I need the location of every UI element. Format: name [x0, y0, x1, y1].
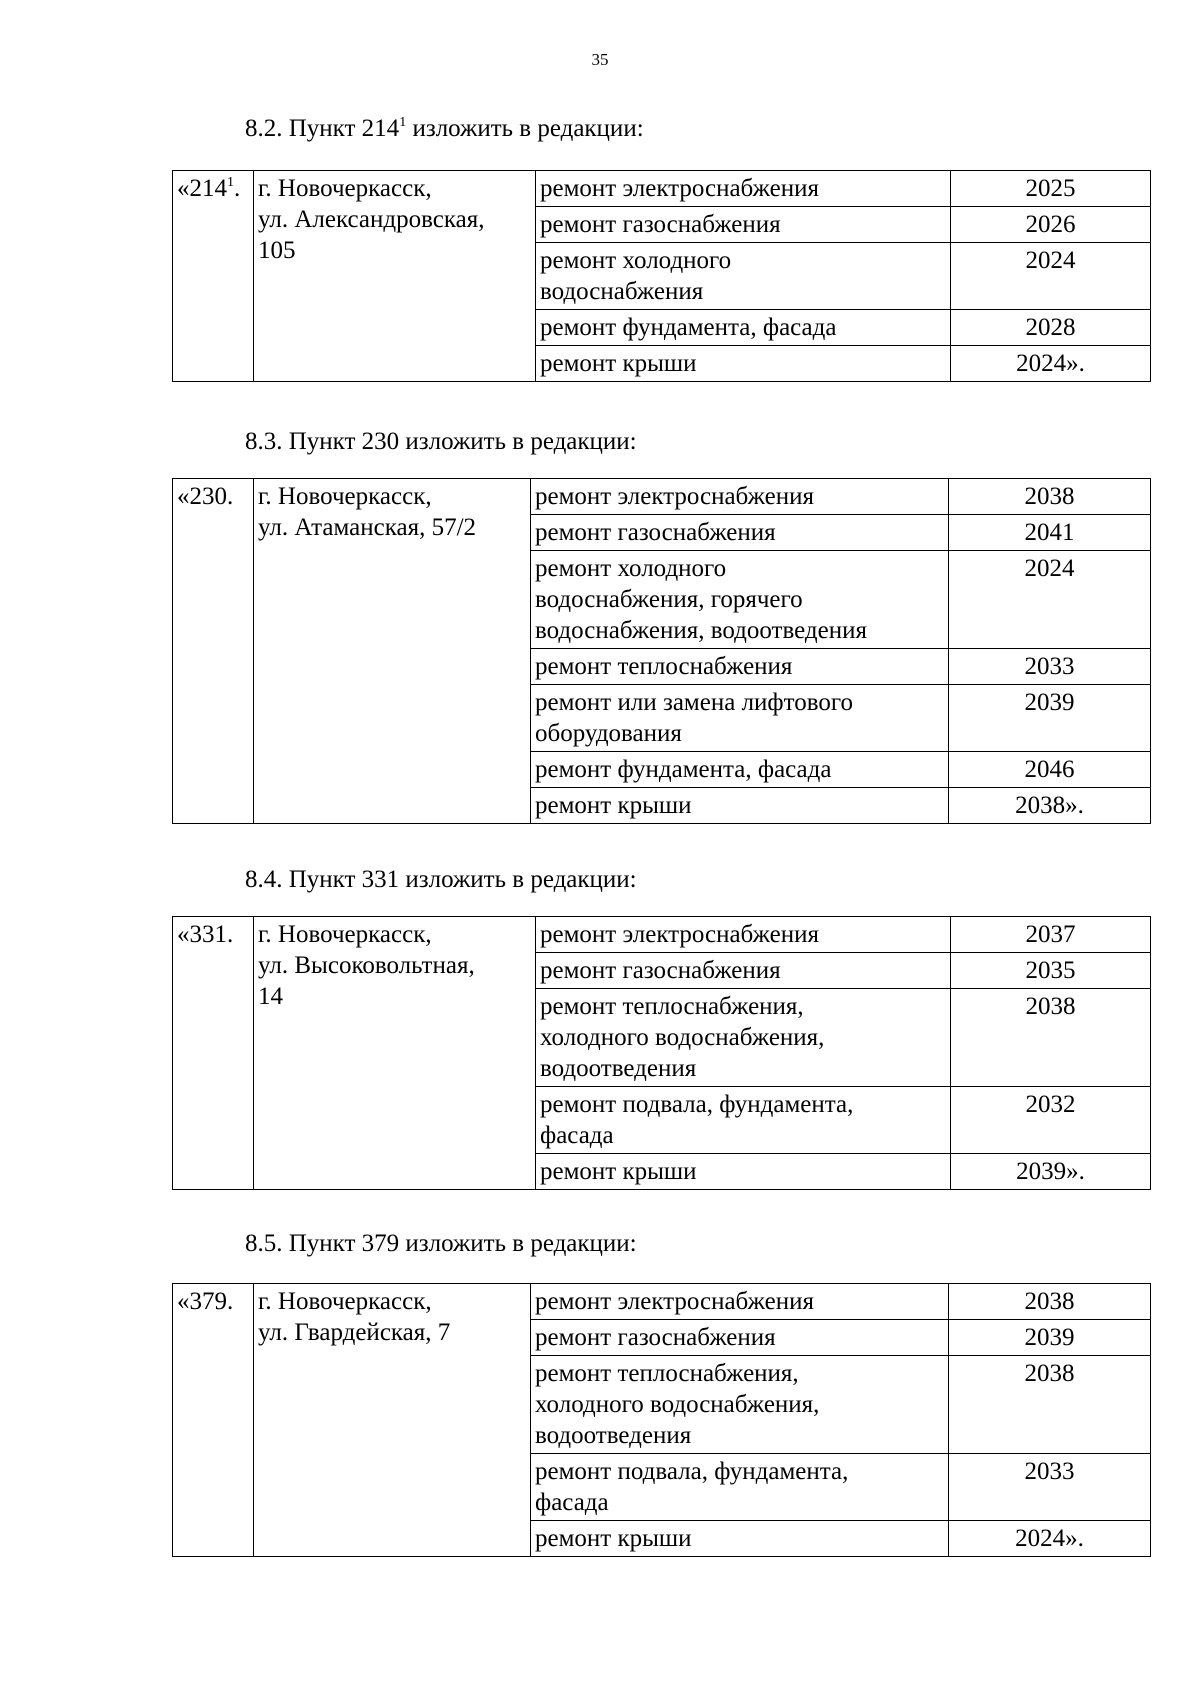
work-type-line: ремонт газоснабжения — [540, 957, 781, 984]
item-number-cell — [173, 479, 254, 824]
address-cell — [254, 479, 531, 824]
address-line: ул. Атаманская, 57/2 — [258, 514, 477, 541]
address-line: 14 — [258, 983, 283, 1010]
table-row — [173, 479, 1151, 515]
work-type-line: ремонт газоснабжения — [535, 1324, 776, 1351]
address-line: ул. Гвардейская, 7 — [258, 1319, 451, 1346]
address-line: ул. Александровская, — [258, 206, 485, 233]
work-type-line: ремонт фундамента, фасада — [535, 756, 832, 783]
work-type-line: фасада — [535, 1489, 609, 1516]
year-cell: 2038 — [949, 479, 1151, 515]
work-type-line: ремонт теплоснабжения, — [535, 1360, 799, 1387]
work-type-cell — [531, 685, 949, 752]
table-item-214-1 — [172, 170, 1150, 382]
year-cell: 2041 — [949, 515, 1151, 551]
work-type-cell — [536, 989, 951, 1087]
work-type-cell — [531, 649, 949, 685]
work-type-cell — [536, 310, 951, 346]
schedule-table — [172, 478, 1151, 824]
work-type-cell — [536, 207, 951, 243]
table-item-331 — [172, 916, 1150, 1190]
work-type-cell — [531, 1356, 949, 1454]
work-type-line: ремонт электроснабжения — [540, 921, 819, 948]
table-item-230 — [172, 478, 1150, 824]
address-cell — [254, 171, 536, 382]
work-type-line: водоснабжения — [540, 278, 704, 305]
work-type-cell — [531, 1284, 949, 1320]
work-type-cell — [531, 515, 949, 551]
address-line: 105 — [258, 237, 296, 264]
schedule-body — [173, 479, 1151, 824]
work-type-cell — [536, 953, 951, 989]
heading-8-3: 8.3. Пункт 230 изложить в редакции: — [245, 428, 637, 455]
address-line: г. Новочеркасск, — [258, 921, 432, 948]
year-cell: 2025 — [951, 171, 1151, 207]
work-type-cell — [536, 171, 951, 207]
work-type-line: ремонт крыши — [540, 1158, 697, 1185]
work-type-line: холодного водоснабжения, — [540, 1024, 825, 1051]
year-cell: 2033 — [949, 1454, 1151, 1521]
work-type-cell — [531, 1521, 949, 1557]
address-line: ул. Высоковольтная, — [258, 952, 475, 979]
schedule-body — [173, 917, 1151, 1190]
table-row — [173, 917, 1151, 953]
item-number-suffix: . — [234, 175, 241, 202]
work-type-line: ремонт подвала, фундамента, — [535, 1458, 849, 1485]
work-type-line: ремонт теплоснабжения, — [540, 993, 804, 1020]
work-type-line: ремонт крыши — [540, 350, 697, 377]
work-type-line: ремонт электроснабжения — [535, 1288, 814, 1315]
address-line: г. Новочеркасск, — [258, 483, 432, 510]
heading-8-2 — [245, 115, 644, 143]
schedule-table — [172, 916, 1151, 1190]
table-row — [173, 1284, 1151, 1320]
work-type-line: ремонт или замена лифтового — [535, 689, 853, 716]
table-row — [173, 171, 1151, 207]
year-cell: 2038 — [949, 1284, 1151, 1320]
year-cell: 2024». — [951, 346, 1151, 382]
work-type-line: фасада — [540, 1122, 614, 1149]
work-type-cell — [531, 1320, 949, 1356]
year-cell: 2026 — [951, 207, 1151, 243]
year-cell: 2038 — [951, 989, 1151, 1087]
address-line: г. Новочеркасск, — [258, 175, 432, 202]
work-type-cell — [531, 479, 949, 515]
item-number-superscript: 1 — [227, 175, 234, 190]
work-type-line: водоотведения — [535, 1422, 692, 1449]
year-cell: 2037 — [951, 917, 1151, 953]
work-type-cell — [531, 1454, 949, 1521]
address-cell — [254, 917, 536, 1190]
work-type-line: ремонт крыши — [535, 792, 692, 819]
work-type-cell — [536, 346, 951, 382]
work-type-line: ремонт газоснабжения — [540, 211, 781, 238]
year-cell: 2038 — [949, 1356, 1151, 1454]
work-type-line: водоснабжения, водоотведения — [535, 617, 867, 644]
item-number: «214 — [177, 175, 227, 202]
year-cell: 2046 — [949, 752, 1151, 788]
item-number-cell — [173, 917, 254, 1190]
item-number: «379. — [177, 1288, 234, 1315]
work-type-line: оборудования — [535, 720, 682, 747]
work-type-line: водоснабжения, горячего — [535, 586, 803, 613]
year-cell: 2039 — [949, 685, 1151, 752]
schedule-body — [173, 1284, 1151, 1557]
heading-text: 8.2. Пункт 214 — [245, 115, 400, 142]
address-line: г. Новочеркасск, — [258, 1288, 432, 1315]
year-cell: 2028 — [951, 310, 1151, 346]
heading-8-4: 8.4. Пункт 331 изложить в редакции: — [245, 866, 637, 893]
work-type-line: ремонт электроснабжения — [535, 483, 814, 510]
year-cell: 2024». — [949, 1521, 1151, 1557]
year-cell: 2039 — [949, 1320, 1151, 1356]
work-type-line: ремонт подвала, фундамента, — [540, 1091, 854, 1118]
work-type-line: ремонт электроснабжения — [540, 175, 819, 202]
work-type-cell — [536, 243, 951, 310]
year-cell: 2038». — [949, 788, 1151, 824]
work-type-line: холодного водоснабжения, — [535, 1391, 820, 1418]
item-number: «331. — [177, 921, 234, 948]
item-number-cell — [173, 171, 254, 382]
work-type-line: ремонт газоснабжения — [535, 519, 776, 546]
work-type-cell — [536, 917, 951, 953]
table-item-379 — [172, 1283, 1150, 1557]
schedule-table — [172, 170, 1151, 382]
year-cell: 2024 — [949, 551, 1151, 649]
heading-text-after: изложить в редакции: — [406, 115, 644, 142]
heading-8-5: 8.5. Пункт 379 изложить в редакции: — [245, 1230, 637, 1257]
work-type-cell — [531, 551, 949, 649]
year-cell: 2032 — [951, 1087, 1151, 1154]
year-cell: 2033 — [949, 649, 1151, 685]
work-type-line: ремонт холодного — [535, 555, 727, 582]
year-cell: 2035 — [951, 953, 1151, 989]
work-type-line: ремонт холодного — [540, 247, 732, 274]
year-cell: 2039». — [951, 1154, 1151, 1190]
page-number: 35 — [591, 50, 609, 69]
address-cell — [254, 1284, 531, 1557]
schedule-table — [172, 1283, 1151, 1557]
work-type-line: водоотведения — [540, 1055, 697, 1082]
item-number: «230. — [177, 483, 234, 510]
work-type-line: ремонт крыши — [535, 1525, 692, 1552]
work-type-cell — [531, 752, 949, 788]
work-type-line: ремонт фундамента, фасада — [540, 314, 837, 341]
heading-superscript: 1 — [399, 115, 407, 130]
work-type-cell — [531, 788, 949, 824]
work-type-line: ремонт теплоснабжения — [535, 653, 793, 680]
work-type-cell — [536, 1087, 951, 1154]
item-number-cell — [173, 1284, 254, 1557]
work-type-cell — [536, 1154, 951, 1190]
schedule-body — [173, 171, 1151, 382]
year-cell: 2024 — [951, 243, 1151, 310]
